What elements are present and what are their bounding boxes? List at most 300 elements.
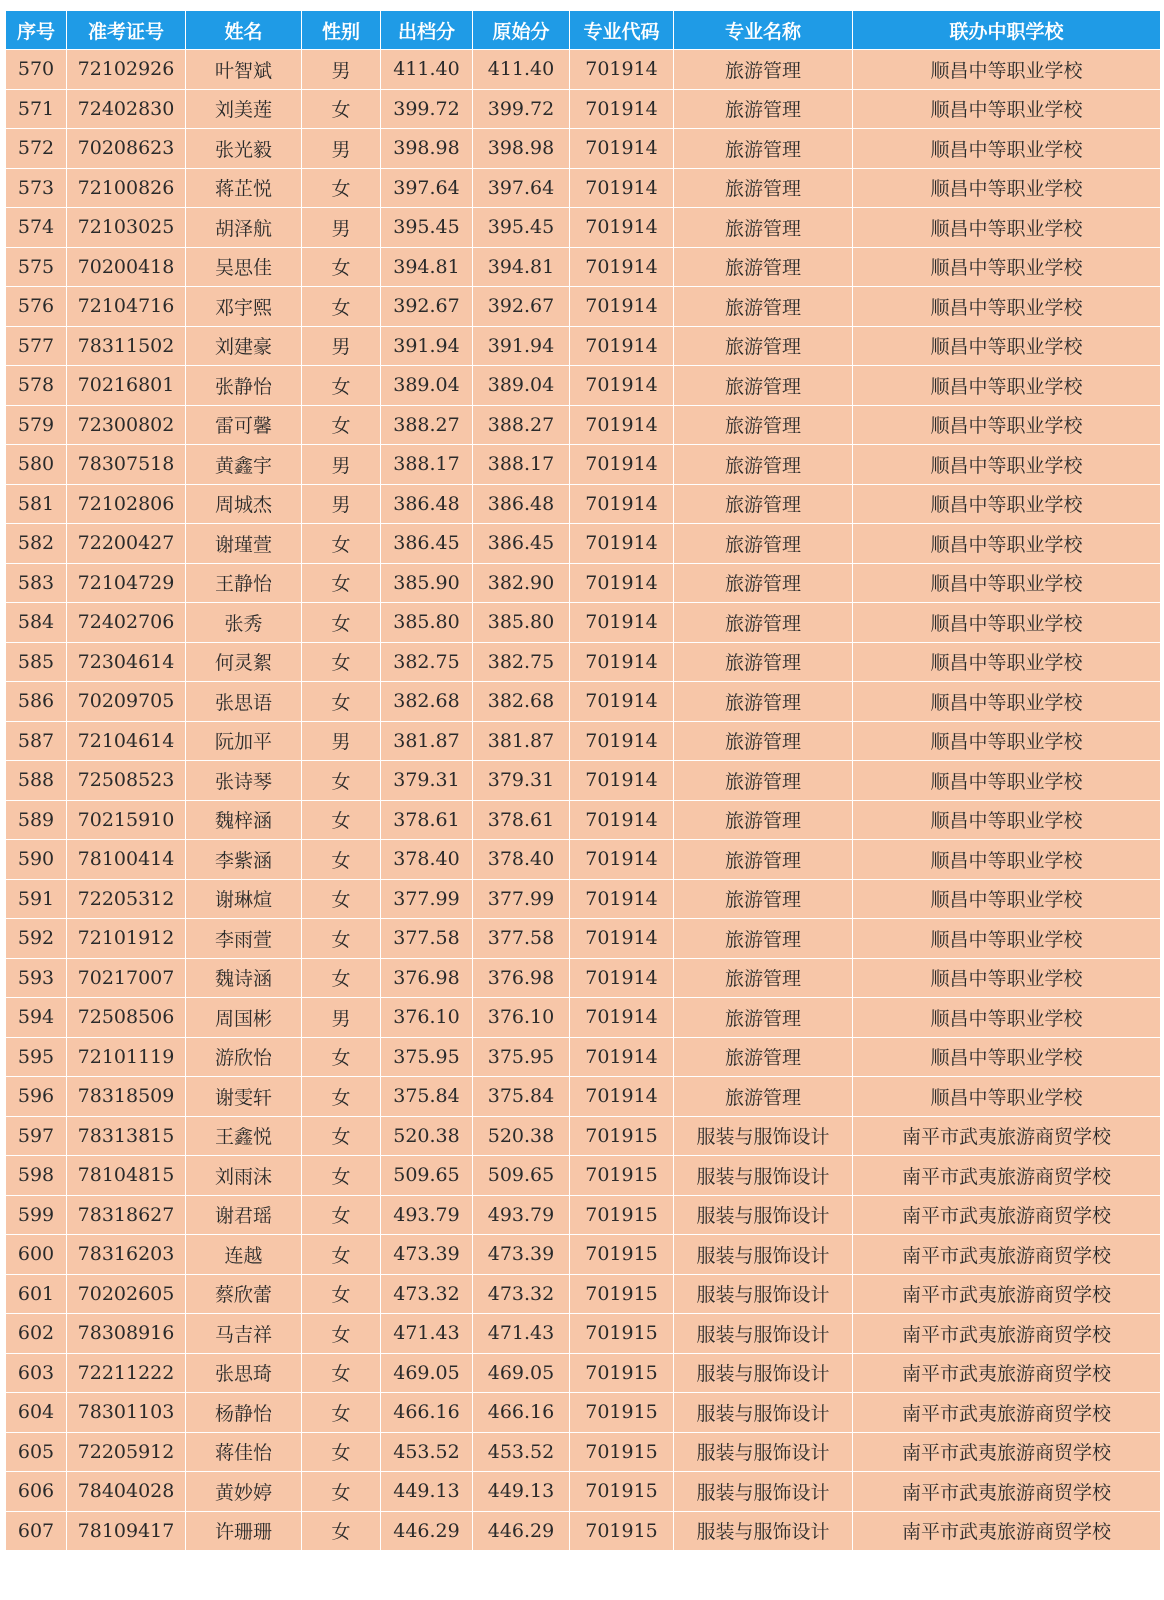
cell-raw-score: 446.29	[473, 1511, 570, 1551]
table-row	[6, 879, 1161, 919]
cell-school: 顺昌中等职业学校	[853, 642, 1161, 682]
cell-major-code: 701914	[570, 682, 674, 722]
cell-gender: 女	[302, 682, 381, 722]
cell-name: 李雨萱	[186, 919, 302, 959]
cell-name: 张静怡	[186, 366, 302, 406]
cell-filing-score: 386.48	[381, 484, 473, 524]
cell-name: 王鑫悦	[186, 1116, 302, 1156]
cell-school: 顺昌中等职业学校	[853, 484, 1161, 524]
table-row	[6, 366, 1161, 406]
cell-raw-score: 388.27	[473, 405, 570, 445]
cell-school: 南平市武夷旅游商贸学校	[853, 1235, 1161, 1275]
cell-seq: 570	[6, 50, 67, 90]
cell-gender: 男	[302, 445, 381, 485]
cell-raw-score: 397.64	[473, 168, 570, 208]
table-row	[6, 563, 1161, 603]
cell-school: 顺昌中等职业学校	[853, 247, 1161, 287]
cell-major-code: 701914	[570, 168, 674, 208]
cell-raw-score: 386.45	[473, 524, 570, 564]
cell-name: 谢琳煊	[186, 879, 302, 919]
cell-gender: 男	[302, 998, 381, 1038]
cell-raw-score: 375.95	[473, 1037, 570, 1077]
cell-exam-id: 72205312	[67, 879, 186, 919]
cell-name: 许珊珊	[186, 1511, 302, 1551]
cell-major-name: 旅游管理	[674, 998, 853, 1038]
cell-seq: 571	[6, 89, 67, 129]
cell-filing-score: 473.39	[381, 1235, 473, 1275]
cell-name: 何灵絮	[186, 642, 302, 682]
cell-gender: 女	[302, 1393, 381, 1433]
cell-seq: 592	[6, 919, 67, 959]
cell-gender: 男	[302, 50, 381, 90]
cell-exam-id: 72508523	[67, 761, 186, 801]
cell-school: 南平市武夷旅游商贸学校	[853, 1274, 1161, 1314]
col-header-gender: 性别	[302, 11, 381, 50]
cell-major-name: 旅游管理	[674, 1077, 853, 1117]
cell-raw-score: 382.68	[473, 682, 570, 722]
cell-seq: 581	[6, 484, 67, 524]
cell-major-code: 701914	[570, 800, 674, 840]
cell-gender: 女	[302, 1274, 381, 1314]
cell-filing-score: 399.72	[381, 89, 473, 129]
cell-filing-score: 388.27	[381, 405, 473, 445]
admission-table	[5, 10, 1161, 1551]
cell-filing-score: 378.61	[381, 800, 473, 840]
cell-gender: 女	[302, 366, 381, 406]
cell-gender: 女	[302, 1195, 381, 1235]
cell-seq: 589	[6, 800, 67, 840]
cell-major-name: 旅游管理	[674, 445, 853, 485]
table-row	[6, 1156, 1161, 1196]
cell-filing-score: 520.38	[381, 1116, 473, 1156]
cell-school: 顺昌中等职业学校	[853, 208, 1161, 248]
cell-gender: 女	[302, 958, 381, 998]
cell-major-code: 701914	[570, 129, 674, 169]
cell-major-code: 701914	[570, 721, 674, 761]
col-header-filing-score: 出档分	[381, 11, 473, 50]
table-row	[6, 405, 1161, 445]
table-row	[6, 840, 1161, 880]
table-row	[6, 1195, 1161, 1235]
cell-seq: 596	[6, 1077, 67, 1117]
cell-exam-id: 78313815	[67, 1116, 186, 1156]
cell-school: 顺昌中等职业学校	[853, 682, 1161, 722]
cell-exam-id: 72300802	[67, 405, 186, 445]
cell-seq: 607	[6, 1511, 67, 1551]
cell-filing-score: 378.40	[381, 840, 473, 880]
cell-school: 顺昌中等职业学校	[853, 761, 1161, 801]
cell-filing-score: 375.95	[381, 1037, 473, 1077]
cell-exam-id: 78104815	[67, 1156, 186, 1196]
cell-seq: 586	[6, 682, 67, 722]
cell-filing-score: 493.79	[381, 1195, 473, 1235]
cell-filing-score: 395.45	[381, 208, 473, 248]
cell-seq: 575	[6, 247, 67, 287]
cell-filing-score: 473.32	[381, 1274, 473, 1314]
col-header-name: 姓名	[186, 11, 302, 50]
cell-filing-score: 377.58	[381, 919, 473, 959]
cell-name: 马吉祥	[186, 1314, 302, 1354]
cell-filing-score: 377.99	[381, 879, 473, 919]
cell-seq: 591	[6, 879, 67, 919]
cell-school: 顺昌中等职业学校	[853, 563, 1161, 603]
cell-raw-score: 377.58	[473, 919, 570, 959]
cell-name: 吴思佳	[186, 247, 302, 287]
cell-gender: 女	[302, 247, 381, 287]
cell-name: 蒋芷悦	[186, 168, 302, 208]
table-row	[6, 1314, 1161, 1354]
cell-raw-score: 378.40	[473, 840, 570, 880]
cell-name: 张光毅	[186, 129, 302, 169]
cell-filing-score: 385.80	[381, 603, 473, 643]
cell-exam-id: 72402706	[67, 603, 186, 643]
table-row	[6, 89, 1161, 129]
cell-seq: 576	[6, 287, 67, 327]
cell-exam-id: 72102806	[67, 484, 186, 524]
cell-exam-id: 70202605	[67, 1274, 186, 1314]
cell-major-name: 旅游管理	[674, 524, 853, 564]
cell-seq: 606	[6, 1472, 67, 1512]
cell-raw-score: 382.90	[473, 563, 570, 603]
cell-gender: 女	[302, 879, 381, 919]
cell-major-name: 旅游管理	[674, 326, 853, 366]
cell-name: 阮加平	[186, 721, 302, 761]
cell-seq: 583	[6, 563, 67, 603]
cell-major-code: 701914	[570, 445, 674, 485]
cell-major-code: 701914	[570, 958, 674, 998]
table-row	[6, 998, 1161, 1038]
cell-name: 王静怡	[186, 563, 302, 603]
cell-major-name: 旅游管理	[674, 840, 853, 880]
cell-major-name: 旅游管理	[674, 247, 853, 287]
table-row	[6, 1037, 1161, 1077]
cell-major-code: 701914	[570, 524, 674, 564]
cell-filing-score: 471.43	[381, 1314, 473, 1354]
cell-raw-score: 378.61	[473, 800, 570, 840]
cell-major-name: 旅游管理	[674, 366, 853, 406]
cell-exam-id: 72205912	[67, 1432, 186, 1472]
cell-name: 蔡欣蕾	[186, 1274, 302, 1314]
table-row	[6, 642, 1161, 682]
cell-gender: 女	[302, 1077, 381, 1117]
cell-gender: 女	[302, 1511, 381, 1551]
cell-exam-id: 70215910	[67, 800, 186, 840]
table-row	[6, 1077, 1161, 1117]
col-header-raw-score: 原始分	[473, 11, 570, 50]
table-body	[6, 50, 1161, 1551]
cell-exam-id: 78316203	[67, 1235, 186, 1275]
cell-school: 顺昌中等职业学校	[853, 958, 1161, 998]
cell-exam-id: 70208623	[67, 129, 186, 169]
cell-exam-id: 78404028	[67, 1472, 186, 1512]
cell-gender: 女	[302, 168, 381, 208]
cell-major-name: 旅游管理	[674, 919, 853, 959]
cell-name: 张秀	[186, 603, 302, 643]
cell-gender: 女	[302, 919, 381, 959]
cell-major-code: 701914	[570, 484, 674, 524]
table-row	[6, 1116, 1161, 1156]
cell-major-code: 701915	[570, 1274, 674, 1314]
cell-name: 周城杰	[186, 484, 302, 524]
cell-seq: 601	[6, 1274, 67, 1314]
cell-exam-id: 72304614	[67, 642, 186, 682]
cell-major-code: 701915	[570, 1472, 674, 1512]
cell-exam-id: 72211222	[67, 1353, 186, 1393]
cell-major-name: 旅游管理	[674, 484, 853, 524]
cell-major-name: 旅游管理	[674, 50, 853, 90]
cell-exam-id: 78109417	[67, 1511, 186, 1551]
cell-exam-id: 70216801	[67, 366, 186, 406]
cell-raw-score: 388.17	[473, 445, 570, 485]
cell-major-code: 701915	[570, 1195, 674, 1235]
table-row	[6, 287, 1161, 327]
cell-school: 顺昌中等职业学校	[853, 405, 1161, 445]
cell-raw-score: 469.05	[473, 1353, 570, 1393]
cell-raw-score: 381.87	[473, 721, 570, 761]
cell-name: 张思琦	[186, 1353, 302, 1393]
table-row	[6, 1235, 1161, 1275]
cell-name: 叶智斌	[186, 50, 302, 90]
cell-exam-id: 72104716	[67, 287, 186, 327]
cell-major-code: 701914	[570, 761, 674, 801]
cell-seq: 603	[6, 1353, 67, 1393]
cell-raw-score: 386.48	[473, 484, 570, 524]
cell-seq: 598	[6, 1156, 67, 1196]
cell-filing-score: 381.87	[381, 721, 473, 761]
cell-filing-score: 394.81	[381, 247, 473, 287]
table-row	[6, 1393, 1161, 1433]
cell-gender: 女	[302, 287, 381, 327]
cell-raw-score: 509.65	[473, 1156, 570, 1196]
table-row	[6, 524, 1161, 564]
cell-school: 顺昌中等职业学校	[853, 721, 1161, 761]
cell-gender: 女	[302, 840, 381, 880]
cell-major-name: 旅游管理	[674, 761, 853, 801]
cell-major-code: 701915	[570, 1511, 674, 1551]
cell-raw-score: 375.84	[473, 1077, 570, 1117]
cell-major-code: 701914	[570, 998, 674, 1038]
cell-major-code: 701914	[570, 326, 674, 366]
cell-raw-score: 493.79	[473, 1195, 570, 1235]
cell-name: 张思语	[186, 682, 302, 722]
cell-seq: 604	[6, 1393, 67, 1433]
col-header-school: 联办中职学校	[853, 11, 1161, 50]
cell-gender: 女	[302, 1156, 381, 1196]
cell-school: 顺昌中等职业学校	[853, 840, 1161, 880]
header-row	[6, 11, 1161, 50]
cell-name: 张诗琴	[186, 761, 302, 801]
cell-exam-id: 78301103	[67, 1393, 186, 1433]
cell-major-name: 服装与服饰设计	[674, 1353, 853, 1393]
cell-major-code: 701914	[570, 603, 674, 643]
cell-school: 顺昌中等职业学校	[853, 287, 1161, 327]
cell-exam-id: 72104729	[67, 563, 186, 603]
cell-exam-id: 72101912	[67, 919, 186, 959]
cell-seq: 574	[6, 208, 67, 248]
cell-filing-score: 453.52	[381, 1432, 473, 1472]
cell-raw-score: 473.32	[473, 1274, 570, 1314]
cell-school: 顺昌中等职业学校	[853, 366, 1161, 406]
cell-raw-score: 449.13	[473, 1472, 570, 1512]
cell-major-name: 服装与服饰设计	[674, 1116, 853, 1156]
cell-seq: 588	[6, 761, 67, 801]
col-header-major-name: 专业名称	[674, 11, 853, 50]
cell-filing-score: 466.16	[381, 1393, 473, 1433]
table-row	[6, 168, 1161, 208]
cell-school: 南平市武夷旅游商贸学校	[853, 1511, 1161, 1551]
cell-exam-id: 70200418	[67, 247, 186, 287]
cell-major-code: 701914	[570, 405, 674, 445]
cell-exam-id: 78311502	[67, 326, 186, 366]
cell-name: 魏梓涵	[186, 800, 302, 840]
cell-gender: 女	[302, 642, 381, 682]
table-row	[6, 761, 1161, 801]
cell-name: 李紫涵	[186, 840, 302, 880]
cell-filing-score: 382.68	[381, 682, 473, 722]
cell-school: 南平市武夷旅游商贸学校	[853, 1156, 1161, 1196]
cell-name: 黄鑫宇	[186, 445, 302, 485]
cell-exam-id: 72101119	[67, 1037, 186, 1077]
cell-filing-score: 392.67	[381, 287, 473, 327]
table-row	[6, 1432, 1161, 1472]
cell-school: 南平市武夷旅游商贸学校	[853, 1393, 1161, 1433]
cell-seq: 582	[6, 524, 67, 564]
cell-major-code: 701915	[570, 1235, 674, 1275]
cell-major-name: 旅游管理	[674, 405, 853, 445]
cell-seq: 587	[6, 721, 67, 761]
cell-seq: 577	[6, 326, 67, 366]
cell-major-code: 701914	[570, 563, 674, 603]
col-header-major-code: 专业代码	[570, 11, 674, 50]
cell-gender: 女	[302, 1116, 381, 1156]
cell-filing-score: 509.65	[381, 1156, 473, 1196]
cell-name: 蒋佳怡	[186, 1432, 302, 1472]
cell-seq: 584	[6, 603, 67, 643]
cell-major-code: 701914	[570, 208, 674, 248]
table-row	[6, 1353, 1161, 1393]
cell-school: 顺昌中等职业学校	[853, 524, 1161, 564]
cell-raw-score: 382.75	[473, 642, 570, 682]
cell-seq: 600	[6, 1235, 67, 1275]
cell-exam-id: 72104614	[67, 721, 186, 761]
table-row	[6, 603, 1161, 643]
cell-exam-id: 70209705	[67, 682, 186, 722]
cell-major-name: 服装与服饰设计	[674, 1432, 853, 1472]
cell-school: 顺昌中等职业学校	[853, 1077, 1161, 1117]
cell-raw-score: 389.04	[473, 366, 570, 406]
cell-major-name: 旅游管理	[674, 721, 853, 761]
col-header-exam-id: 准考证号	[67, 11, 186, 50]
cell-school: 顺昌中等职业学校	[853, 800, 1161, 840]
cell-raw-score: 385.80	[473, 603, 570, 643]
cell-school: 南平市武夷旅游商贸学校	[853, 1472, 1161, 1512]
cell-raw-score: 395.45	[473, 208, 570, 248]
cell-raw-score: 453.52	[473, 1432, 570, 1472]
table-row	[6, 721, 1161, 761]
cell-gender: 女	[302, 1314, 381, 1354]
cell-raw-score: 391.94	[473, 326, 570, 366]
table-row	[6, 1511, 1161, 1551]
cell-exam-id: 78100414	[67, 840, 186, 880]
cell-major-name: 旅游管理	[674, 800, 853, 840]
cell-major-code: 701915	[570, 1432, 674, 1472]
cell-gender: 女	[302, 603, 381, 643]
cell-school: 顺昌中等职业学校	[853, 50, 1161, 90]
table-row	[6, 247, 1161, 287]
cell-seq: 597	[6, 1116, 67, 1156]
cell-seq: 579	[6, 405, 67, 445]
cell-school: 顺昌中等职业学校	[853, 919, 1161, 959]
cell-filing-score: 376.10	[381, 998, 473, 1038]
cell-raw-score: 376.10	[473, 998, 570, 1038]
cell-filing-score: 379.31	[381, 761, 473, 801]
cell-major-code: 701915	[570, 1116, 674, 1156]
table-row	[6, 208, 1161, 248]
cell-raw-score: 411.40	[473, 50, 570, 90]
table-row	[6, 50, 1161, 90]
cell-school: 顺昌中等职业学校	[853, 603, 1161, 643]
cell-exam-id: 72508506	[67, 998, 186, 1038]
cell-major-code: 701915	[570, 1393, 674, 1433]
cell-major-name: 旅游管理	[674, 682, 853, 722]
cell-filing-score: 391.94	[381, 326, 473, 366]
cell-filing-score: 382.75	[381, 642, 473, 682]
cell-school: 顺昌中等职业学校	[853, 89, 1161, 129]
cell-major-code: 701914	[570, 366, 674, 406]
cell-gender: 女	[302, 1472, 381, 1512]
cell-exam-id: 72200427	[67, 524, 186, 564]
cell-major-code: 701914	[570, 840, 674, 880]
cell-gender: 男	[302, 721, 381, 761]
cell-major-name: 旅游管理	[674, 129, 853, 169]
cell-seq: 602	[6, 1314, 67, 1354]
cell-filing-score: 385.90	[381, 563, 473, 603]
cell-filing-score: 397.64	[381, 168, 473, 208]
table-row	[6, 445, 1161, 485]
cell-major-name: 旅游管理	[674, 287, 853, 327]
cell-seq: 580	[6, 445, 67, 485]
cell-gender: 女	[302, 89, 381, 129]
cell-major-name: 旅游管理	[674, 208, 853, 248]
cell-school: 顺昌中等职业学校	[853, 1037, 1161, 1077]
cell-major-code: 701914	[570, 879, 674, 919]
cell-major-name: 旅游管理	[674, 603, 853, 643]
cell-name: 谢雯轩	[186, 1077, 302, 1117]
cell-major-name: 旅游管理	[674, 642, 853, 682]
cell-major-name: 旅游管理	[674, 563, 853, 603]
cell-raw-score: 466.16	[473, 1393, 570, 1433]
cell-raw-score: 379.31	[473, 761, 570, 801]
cell-name: 连越	[186, 1235, 302, 1275]
cell-filing-score: 411.40	[381, 50, 473, 90]
table-row	[6, 326, 1161, 366]
cell-school: 南平市武夷旅游商贸学校	[853, 1116, 1161, 1156]
cell-raw-score: 473.39	[473, 1235, 570, 1275]
cell-gender: 男	[302, 129, 381, 169]
col-header-seq: 序号	[6, 11, 67, 50]
cell-school: 顺昌中等职业学校	[853, 879, 1161, 919]
cell-exam-id: 78318509	[67, 1077, 186, 1117]
cell-filing-score: 449.13	[381, 1472, 473, 1512]
cell-gender: 女	[302, 1353, 381, 1393]
cell-name: 刘建豪	[186, 326, 302, 366]
cell-major-name: 服装与服饰设计	[674, 1195, 853, 1235]
cell-exam-id: 72102926	[67, 50, 186, 90]
cell-seq: 585	[6, 642, 67, 682]
table-row	[6, 800, 1161, 840]
cell-exam-id: 70217007	[67, 958, 186, 998]
cell-raw-score: 392.67	[473, 287, 570, 327]
